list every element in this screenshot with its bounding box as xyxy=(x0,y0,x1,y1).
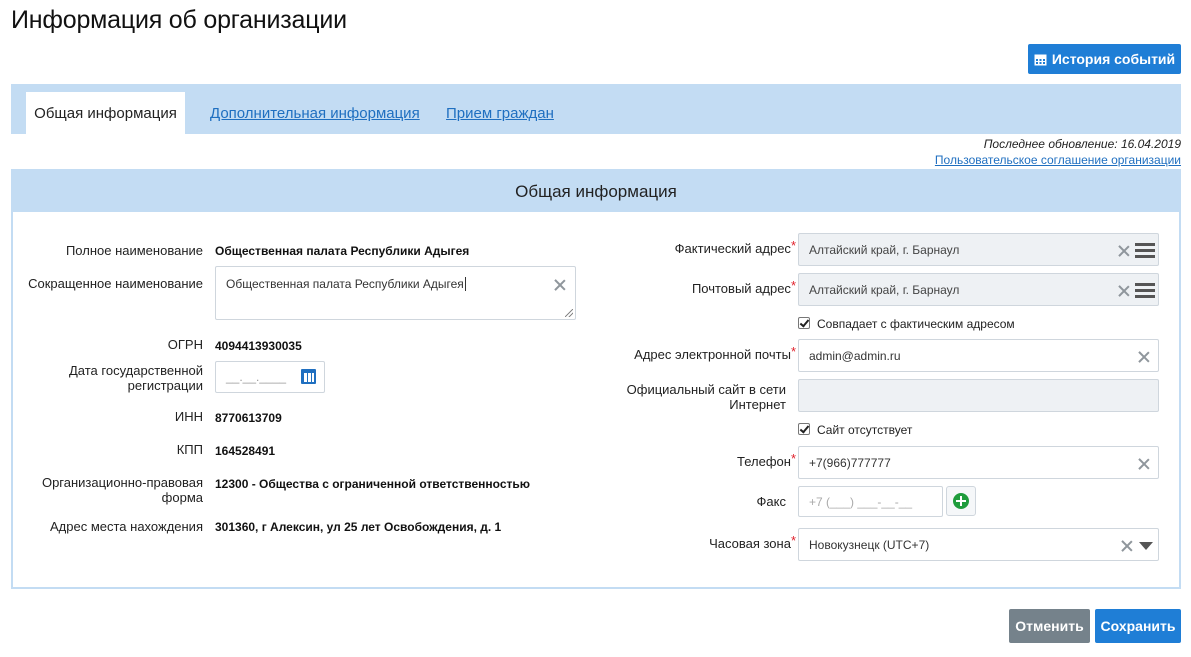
inn-label: ИНН xyxy=(174,409,203,424)
history-button-label: История событий xyxy=(1051,51,1176,67)
short-name-textarea[interactable] xyxy=(215,266,576,320)
actual-address-label-text: Фактический адрес xyxy=(674,241,791,256)
legal-form-label xyxy=(20,475,203,505)
kpp-value: 164528491 xyxy=(215,444,276,458)
add-fax-button[interactable] xyxy=(946,486,976,516)
calendar-icon[interactable] xyxy=(301,369,316,384)
website-field[interactable] xyxy=(798,379,1159,412)
resize-grip-icon[interactable] xyxy=(565,309,573,317)
email-label-text: Адрес электронной почты xyxy=(634,347,791,362)
website-label xyxy=(600,382,786,412)
email-label xyxy=(600,344,796,362)
kpp-label: КПП xyxy=(176,442,203,457)
agreement-link[interactable]: Пользовательское соглашение организации xyxy=(934,153,1181,167)
calendar-icon xyxy=(1034,53,1047,65)
clear-icon[interactable] xyxy=(554,279,566,291)
no-site-label[interactable]: Сайт отсутствует xyxy=(817,423,913,437)
same-address-checkbox[interactable] xyxy=(798,317,810,329)
reg-date-input[interactable] xyxy=(215,361,325,393)
phone-label-text: Телефон xyxy=(737,454,791,469)
postal-address-label-text: Почтовый адрес xyxy=(691,281,791,296)
timezone-label-text: Часовая зона xyxy=(709,536,791,551)
same-address-label[interactable]: Совпадает с фактическим адресом xyxy=(817,317,1015,331)
phone-field[interactable] xyxy=(798,446,1159,479)
ogrn-label: ОГРН xyxy=(167,337,203,352)
fax-field[interactable] xyxy=(798,486,943,517)
postal-address-value: Алтайский край, г. Барнаул xyxy=(809,282,960,297)
dropdown-arrow-icon[interactable] xyxy=(1139,542,1153,550)
full-name-label: Полное наименование xyxy=(65,243,203,258)
add-icon xyxy=(953,493,969,509)
reg-date-label-line2: регистрации xyxy=(127,378,203,393)
clear-icon[interactable] xyxy=(1118,245,1130,257)
inn-value: 8770613709 xyxy=(215,411,282,425)
actual-address-value: Алтайский край, г. Барнаул xyxy=(809,242,960,257)
tab-reception[interactable]: Прием граждан xyxy=(446,104,554,122)
postal-address-label xyxy=(600,278,796,296)
reg-date-label xyxy=(20,363,203,393)
full-name-value: Общественная палата Республики Адыгея xyxy=(215,244,470,258)
required-mark: * xyxy=(790,533,796,548)
phone-value: +7(966)777777 xyxy=(809,455,891,470)
menu-icon[interactable] xyxy=(1135,283,1155,297)
legal-form-value: 12300 - Общества с ограниченной ответственностью xyxy=(215,477,530,491)
reg-date-placeholder: __.__.____ xyxy=(226,370,287,384)
phone-label xyxy=(600,451,796,469)
fax-label: Факс xyxy=(756,494,786,509)
history-button[interactable] xyxy=(1028,44,1181,74)
timezone-value: Новокузнецк (UTC+7) xyxy=(809,537,930,552)
short-name-text: Общественная палата Республики Адыгея xyxy=(226,277,464,291)
postal-address-field[interactable] xyxy=(798,273,1159,306)
legal-form-label-line1: Организационно-правовая xyxy=(41,475,203,490)
required-mark: * xyxy=(790,278,796,293)
legal-form-label-line2: форма xyxy=(161,490,203,505)
tab-general[interactable]: Общая информация xyxy=(26,92,185,134)
ogrn-value: 4094413930035 xyxy=(215,339,302,353)
required-mark: * xyxy=(790,344,796,359)
reg-date-label-line1: Дата государственной xyxy=(69,363,203,378)
last-update: Последнее обновление: 16.04.2019 xyxy=(983,137,1181,151)
required-mark: * xyxy=(790,451,796,466)
actual-address-field[interactable] xyxy=(798,233,1159,266)
clear-icon[interactable] xyxy=(1138,458,1150,470)
clear-icon[interactable] xyxy=(1121,540,1133,552)
required-mark: * xyxy=(790,238,796,253)
timezone-label xyxy=(600,533,796,551)
website-label-line1: Официальный сайт в сети xyxy=(626,382,786,397)
tab-bar xyxy=(11,84,1181,134)
fax-placeholder: +7 (___) ___-__-__ xyxy=(809,494,913,509)
clear-icon[interactable] xyxy=(1138,351,1150,363)
actual-address-label xyxy=(600,238,796,256)
clear-icon[interactable] xyxy=(1118,285,1130,297)
save-button[interactable]: Сохранить xyxy=(1095,609,1181,643)
no-site-checkbox[interactable] xyxy=(798,423,810,435)
short-name-label: Сокращенное наименование xyxy=(28,276,203,291)
location-label: Адрес места нахождения xyxy=(50,519,203,534)
tab-additional[interactable]: Дополнительная информация xyxy=(210,104,420,122)
page-title: Информация об организации xyxy=(11,6,347,34)
website-label-line2: Интернет xyxy=(729,397,786,412)
location-value: 301360, г Алексин, ул 25 лет Освобождения, д. 1 xyxy=(215,520,502,534)
panel-title: Общая информация xyxy=(13,171,1179,212)
timezone-select[interactable] xyxy=(798,528,1159,561)
email-value: admin@admin.ru xyxy=(809,348,901,363)
cancel-button[interactable]: Отменить xyxy=(1009,609,1090,643)
menu-icon[interactable] xyxy=(1135,243,1155,257)
email-field[interactable] xyxy=(798,339,1159,372)
